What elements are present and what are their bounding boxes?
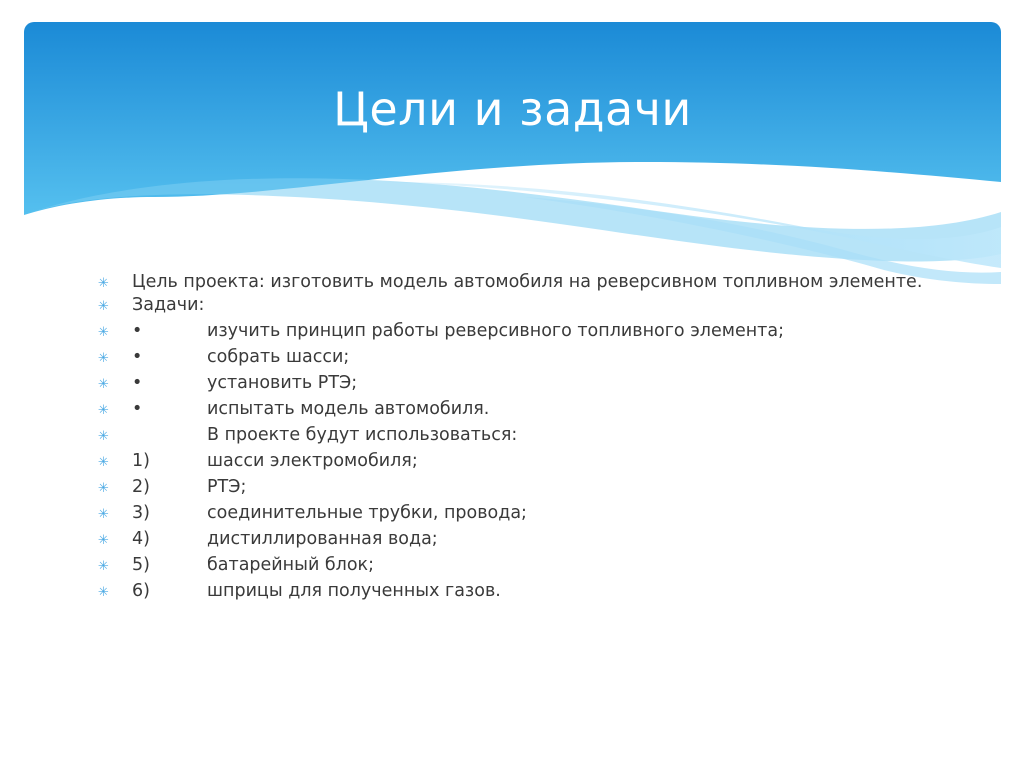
list-item bbox=[98, 374, 958, 393]
snowflake-bullet-icon: ✳ bbox=[98, 276, 109, 291]
snowflake-bullet-icon: ✳ bbox=[98, 351, 109, 366]
item-lead: 3) bbox=[132, 503, 150, 523]
snowflake-bullet-icon: ✳ bbox=[98, 403, 109, 418]
item-lead: • bbox=[132, 399, 143, 419]
list-item bbox=[98, 400, 958, 419]
list-item bbox=[98, 556, 958, 575]
list-item bbox=[98, 426, 958, 445]
item-text: РТЭ; bbox=[207, 477, 247, 497]
list-item bbox=[98, 478, 958, 497]
slide bbox=[24, 22, 1001, 767]
list-item bbox=[98, 530, 958, 549]
bullet-list bbox=[98, 273, 958, 608]
list-item bbox=[98, 322, 958, 341]
item-text: шприцы для полученных газов. bbox=[207, 581, 501, 601]
snowflake-bullet-icon: ✳ bbox=[98, 429, 109, 444]
item-lead: 1) bbox=[132, 451, 150, 471]
item-text: Цель проекта: изготовить модель автомобиля на реверсивном топливном элементе. bbox=[132, 272, 923, 292]
item-text: изучить принцип работы реверсивного топливного элемента; bbox=[207, 321, 784, 341]
list-item bbox=[98, 504, 958, 523]
list-item bbox=[98, 582, 958, 601]
snowflake-bullet-icon: ✳ bbox=[98, 507, 109, 522]
item-text: соединительные трубки, провода; bbox=[207, 503, 527, 523]
snowflake-bullet-icon: ✳ bbox=[98, 585, 109, 600]
item-text: Задачи: bbox=[132, 295, 205, 315]
snowflake-bullet-icon: ✳ bbox=[98, 325, 109, 340]
item-text: шасси электромобиля; bbox=[207, 451, 418, 471]
item-lead: • bbox=[132, 347, 143, 367]
list-item bbox=[98, 296, 958, 315]
item-text: батарейный блок; bbox=[207, 555, 375, 575]
item-lead: • bbox=[132, 321, 143, 341]
item-text: дистиллированная вода; bbox=[207, 529, 438, 549]
snowflake-bullet-icon: ✳ bbox=[98, 299, 109, 314]
item-lead: 6) bbox=[132, 581, 150, 601]
item-lead: 5) bbox=[132, 555, 150, 575]
snowflake-bullet-icon: ✳ bbox=[98, 533, 109, 548]
slide-title: Цели и задачи bbox=[333, 82, 692, 136]
item-text: установить РТЭ; bbox=[207, 373, 358, 393]
item-text: испытать модель автомобиля. bbox=[207, 399, 490, 419]
snowflake-bullet-icon: ✳ bbox=[98, 559, 109, 574]
item-lead: • bbox=[132, 373, 143, 393]
item-text: собрать шасси; bbox=[207, 347, 350, 367]
snowflake-bullet-icon: ✳ bbox=[98, 377, 109, 392]
item-lead: 2) bbox=[132, 477, 150, 497]
item-text: В проекте будут использоваться: bbox=[207, 425, 518, 445]
list-item bbox=[98, 452, 958, 471]
list-item bbox=[98, 348, 958, 367]
snowflake-bullet-icon: ✳ bbox=[98, 481, 109, 496]
item-lead: 4) bbox=[132, 529, 150, 549]
snowflake-bullet-icon: ✳ bbox=[98, 455, 109, 470]
list-item bbox=[98, 273, 958, 292]
